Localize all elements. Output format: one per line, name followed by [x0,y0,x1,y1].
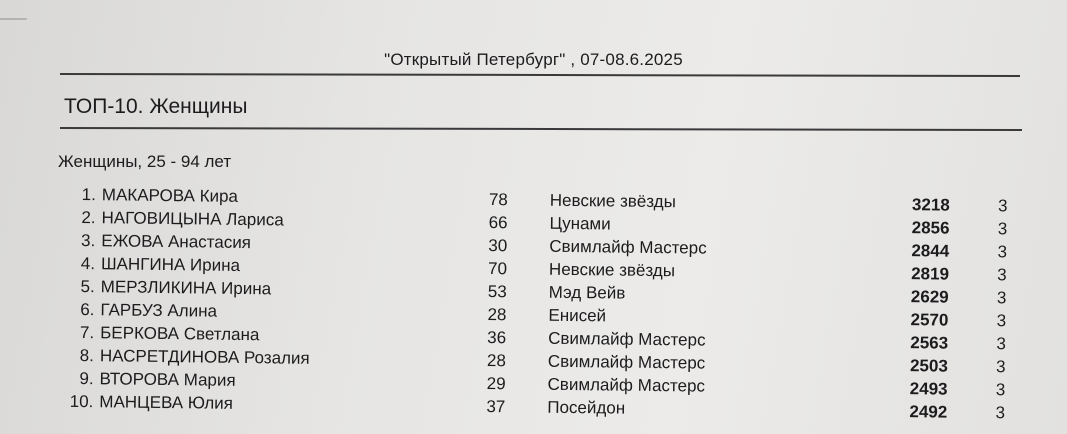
result-place: 1. [81,184,96,205]
result-club: Мэд Вейв [548,282,626,303]
event-title: "Открытый Петербург" , 07-08.6.2025 [384,50,683,69]
result-club: Цунами [549,213,611,234]
result-athlete-name: ГАРБУЗ Алина [100,300,218,321]
result-place: 8. [79,345,95,366]
result-age: 53 [487,281,507,302]
result-place: 2. [81,207,96,228]
result-club: Свимлайф Мастерс [547,374,706,396]
result-athlete-name: НАГОВИЦЫНА Лариса [101,208,284,230]
result-club: Свимлайф Мастерс [548,328,706,350]
result-club: Невские звёзды [549,190,676,212]
result-count: 3 [995,403,1006,423]
result-club: Енисей [548,305,607,326]
result-club: Свимлайф Мастерс [549,236,707,258]
result-athlete-name: МАНЦЕВА Юлия [99,392,234,413]
result-points: 2844 [911,241,950,261]
result-count: 3 [997,219,1008,239]
result-place: 9. [79,368,94,389]
result-points: 2493 [909,379,948,399]
group-title: Женщины, 25 - 94 лет [58,152,232,171]
result-age: 29 [486,373,506,394]
result-age: 28 [487,304,507,325]
result-place: 3. [81,230,96,251]
result-points: 2856 [911,218,950,238]
results-table [0,184,1067,427]
header-divider [60,73,1020,77]
result-points: 2563 [910,333,949,353]
result-place: 5. [80,276,95,297]
result-athlete-name: МАКАРОВА Кира [101,185,239,206]
result-athlete-name: ВТОРОВА Мария [99,369,236,390]
result-points: 2503 [909,356,948,376]
result-age: 37 [486,396,506,417]
result-place: 6. [80,299,95,320]
result-place: 10. [69,391,94,412]
result-count: 3 [995,357,1006,377]
result-athlete-name: БЕРКОВА Светлана [100,323,260,345]
result-place: 4. [80,253,96,274]
paper-edge-mark [0,0,40,20]
result-club: Посейдон [547,397,626,418]
result-count: 3 [997,242,1008,262]
section-title: ТОП-10. Женщины [64,95,248,118]
result-count: 3 [996,334,1006,354]
result-club: Невские звёзды [548,259,676,281]
result-club: Свимлайф Мастерс [547,351,706,373]
result-age: 66 [488,212,508,233]
result-age: 78 [488,189,508,210]
result-athlete-name: ЕЖОВА Анастасия [101,231,252,253]
result-age: 36 [487,327,507,348]
result-age: 28 [486,350,506,371]
result-count: 3 [996,311,1007,331]
result-count: 3 [996,288,1007,308]
result-points: 2492 [909,402,948,422]
result-count: 3 [997,265,1007,285]
section-divider [60,127,1022,131]
result-place: 7. [79,322,95,343]
result-points: 2819 [911,264,950,284]
result-age: 70 [487,258,508,279]
result-age: 30 [488,235,508,256]
result-athlete-name: МЕРЗЛИКИНА Ирина [100,277,272,299]
result-athlete-name: ШАНГИНА Ирина [100,254,241,275]
result-count: 3 [995,380,1006,400]
result-athlete-name: НАСРЕТДИНОВА Розалия [99,346,310,368]
result-points: 3218 [911,195,950,215]
result-count: 3 [997,196,1008,216]
result-points: 2570 [910,310,949,330]
result-points: 2629 [910,287,949,307]
